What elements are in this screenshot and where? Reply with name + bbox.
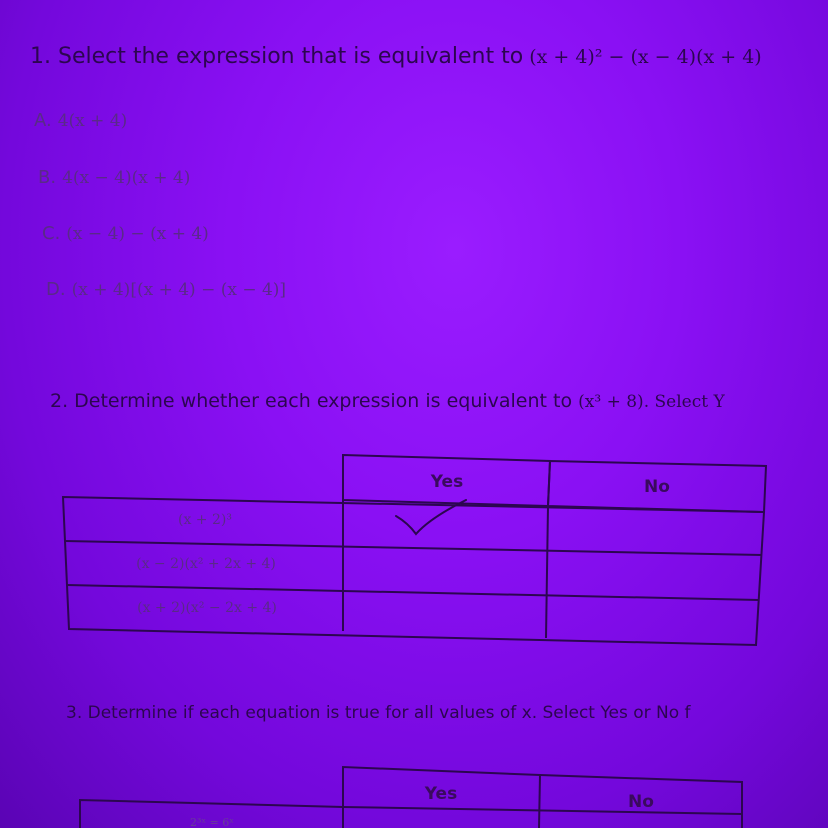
q2-row-3-expression: (x + 2)(x² − 2x + 4) [137, 600, 277, 616]
q3-header-no: No [628, 792, 654, 812]
choice-a-letter: A. [34, 110, 52, 131]
q2-divider-yes-no [546, 506, 548, 638]
question-2-expression: (x³ + 8). Select Y [578, 392, 725, 412]
q2-row-1-yes-cell[interactable] [346, 503, 546, 541]
q3-header-bottom [343, 807, 742, 814]
choice-b-letter: B. [38, 167, 57, 188]
choice-b-expression: 4(x − 4)(x + 4) [62, 168, 191, 188]
question-3-prompt: 3. Determine if each equation is true for all values of x. Select Yes or No f [66, 703, 691, 723]
q3-header-outline [343, 767, 742, 828]
q2-row-1-no-cell[interactable] [551, 509, 761, 549]
q2-row-3-yes-cell[interactable] [346, 590, 544, 628]
q3-divider-yes-no [539, 775, 540, 828]
q2-header-no: No [644, 477, 670, 497]
q2-row-2-no-cell[interactable] [551, 553, 759, 593]
choice-c-expression: (x − 4) − (x + 4) [66, 224, 209, 244]
q3-header-yes: Yes [424, 784, 458, 804]
question-1-expression: (x + 4)² − (x − 4)(x + 4) [529, 46, 762, 68]
q2-row-1-expression: (x + 2)³ [178, 512, 232, 528]
q2-row-3-no-cell[interactable] [549, 598, 755, 638]
question-2-text: 2. Determine whether each expression is equivalent to [50, 390, 573, 412]
choice-d-letter: D. [46, 279, 66, 300]
q2-row-2-expression: (x − 2)(x² + 2x + 4) [136, 556, 276, 572]
q3-row-1-expression: 2³ˣ = 6ˣ [190, 816, 234, 828]
q2-header-yes: Yes [430, 472, 464, 492]
choice-d-expression: (x + 4)[(x + 4) − (x − 4)] [71, 280, 287, 300]
q2-row-2-yes-cell[interactable] [346, 546, 546, 584]
choice-a-expression: 4(x + 4) [57, 111, 128, 131]
choice-c-letter: C. [42, 223, 61, 244]
question-1-text: 1. Select the expression that is equivalent to [30, 44, 524, 69]
